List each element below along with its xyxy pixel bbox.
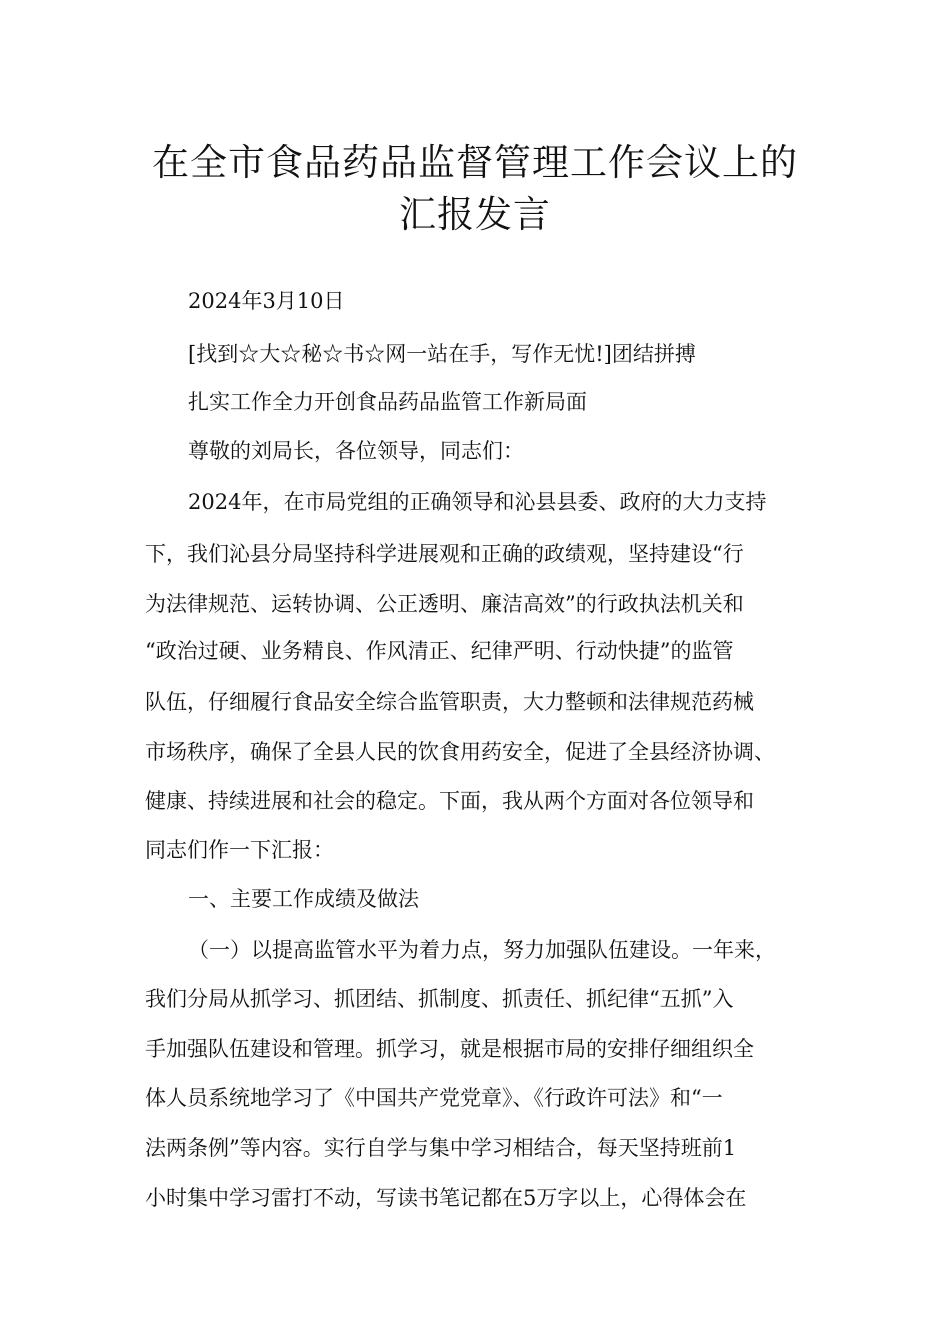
document-date: 2024年3月10日 bbox=[188, 289, 345, 313]
paragraph-line: 同志们作一下汇报： bbox=[145, 838, 334, 862]
paragraph-line: 我们分局从抓学习、抓团结、抓制度、抓责任、抓纪律“五抓”入 bbox=[145, 987, 734, 1011]
paragraph-line: 队伍，仔细履行食品安全综合监管职责，大力整顿和法律规范药械 bbox=[145, 690, 754, 714]
paragraph-line: （一）以提高监管水平为着力点，努力加强队伍建设。一年来， bbox=[188, 938, 776, 962]
paragraph-line: 扎实工作全力开创食品药品监管工作新局面 bbox=[188, 390, 587, 414]
section-heading: 一、主要工作成绩及做法 bbox=[188, 887, 419, 911]
paragraph-line: 手加强队伍建设和管理。抓学习，就是根据市局的安排仔细组织全 bbox=[145, 1037, 754, 1061]
document-title-line-2: 汇报发言 bbox=[399, 193, 551, 236]
paragraph-line: 小时集中学习雷打不动，写读书笔记都在5万字以上，心得体会在 bbox=[145, 1186, 747, 1210]
paragraph-line: 为法律规范、运转协调、公正透明、廉洁高效”的行政执法机关和 bbox=[145, 592, 744, 616]
paragraph-line: 市场秩序，确保了全县人民的饮食用药安全，促进了全县经济协调、 bbox=[145, 740, 775, 764]
paragraph-line: [找到☆大☆秘☆书☆网一站在手，写作无忧!]团结拼搏 bbox=[188, 342, 696, 366]
document-title-line-1: 在全市食品药品监督管理工作会议上的 bbox=[152, 141, 798, 184]
paragraph-line: 2024年，在市局党组的正确领导和沁县县委、政府的大力支持 bbox=[188, 490, 767, 514]
paragraph-line: “政治过硬、业务精良、作风清正、纪律严明、行动快捷”的监管 bbox=[145, 639, 734, 663]
paragraph-line: 健康、持续进展和社会的稳定。下面，我从两个方面对各位领导和 bbox=[145, 789, 754, 813]
salutation: 尊敬的刘局长，各位领导，同志们： bbox=[188, 439, 524, 463]
paragraph-line: 体人员系统地学习了《中国共产党党章》、《行政许可法》和“一 bbox=[145, 1086, 723, 1110]
paragraph-line: 下，我们沁县分局坚持科学进展观和正确的政绩观，坚持建设“行 bbox=[145, 542, 744, 566]
paragraph-line: 法两条例”等内容。实行自学与集中学习相结合，每天坚持班前1 bbox=[145, 1136, 737, 1160]
